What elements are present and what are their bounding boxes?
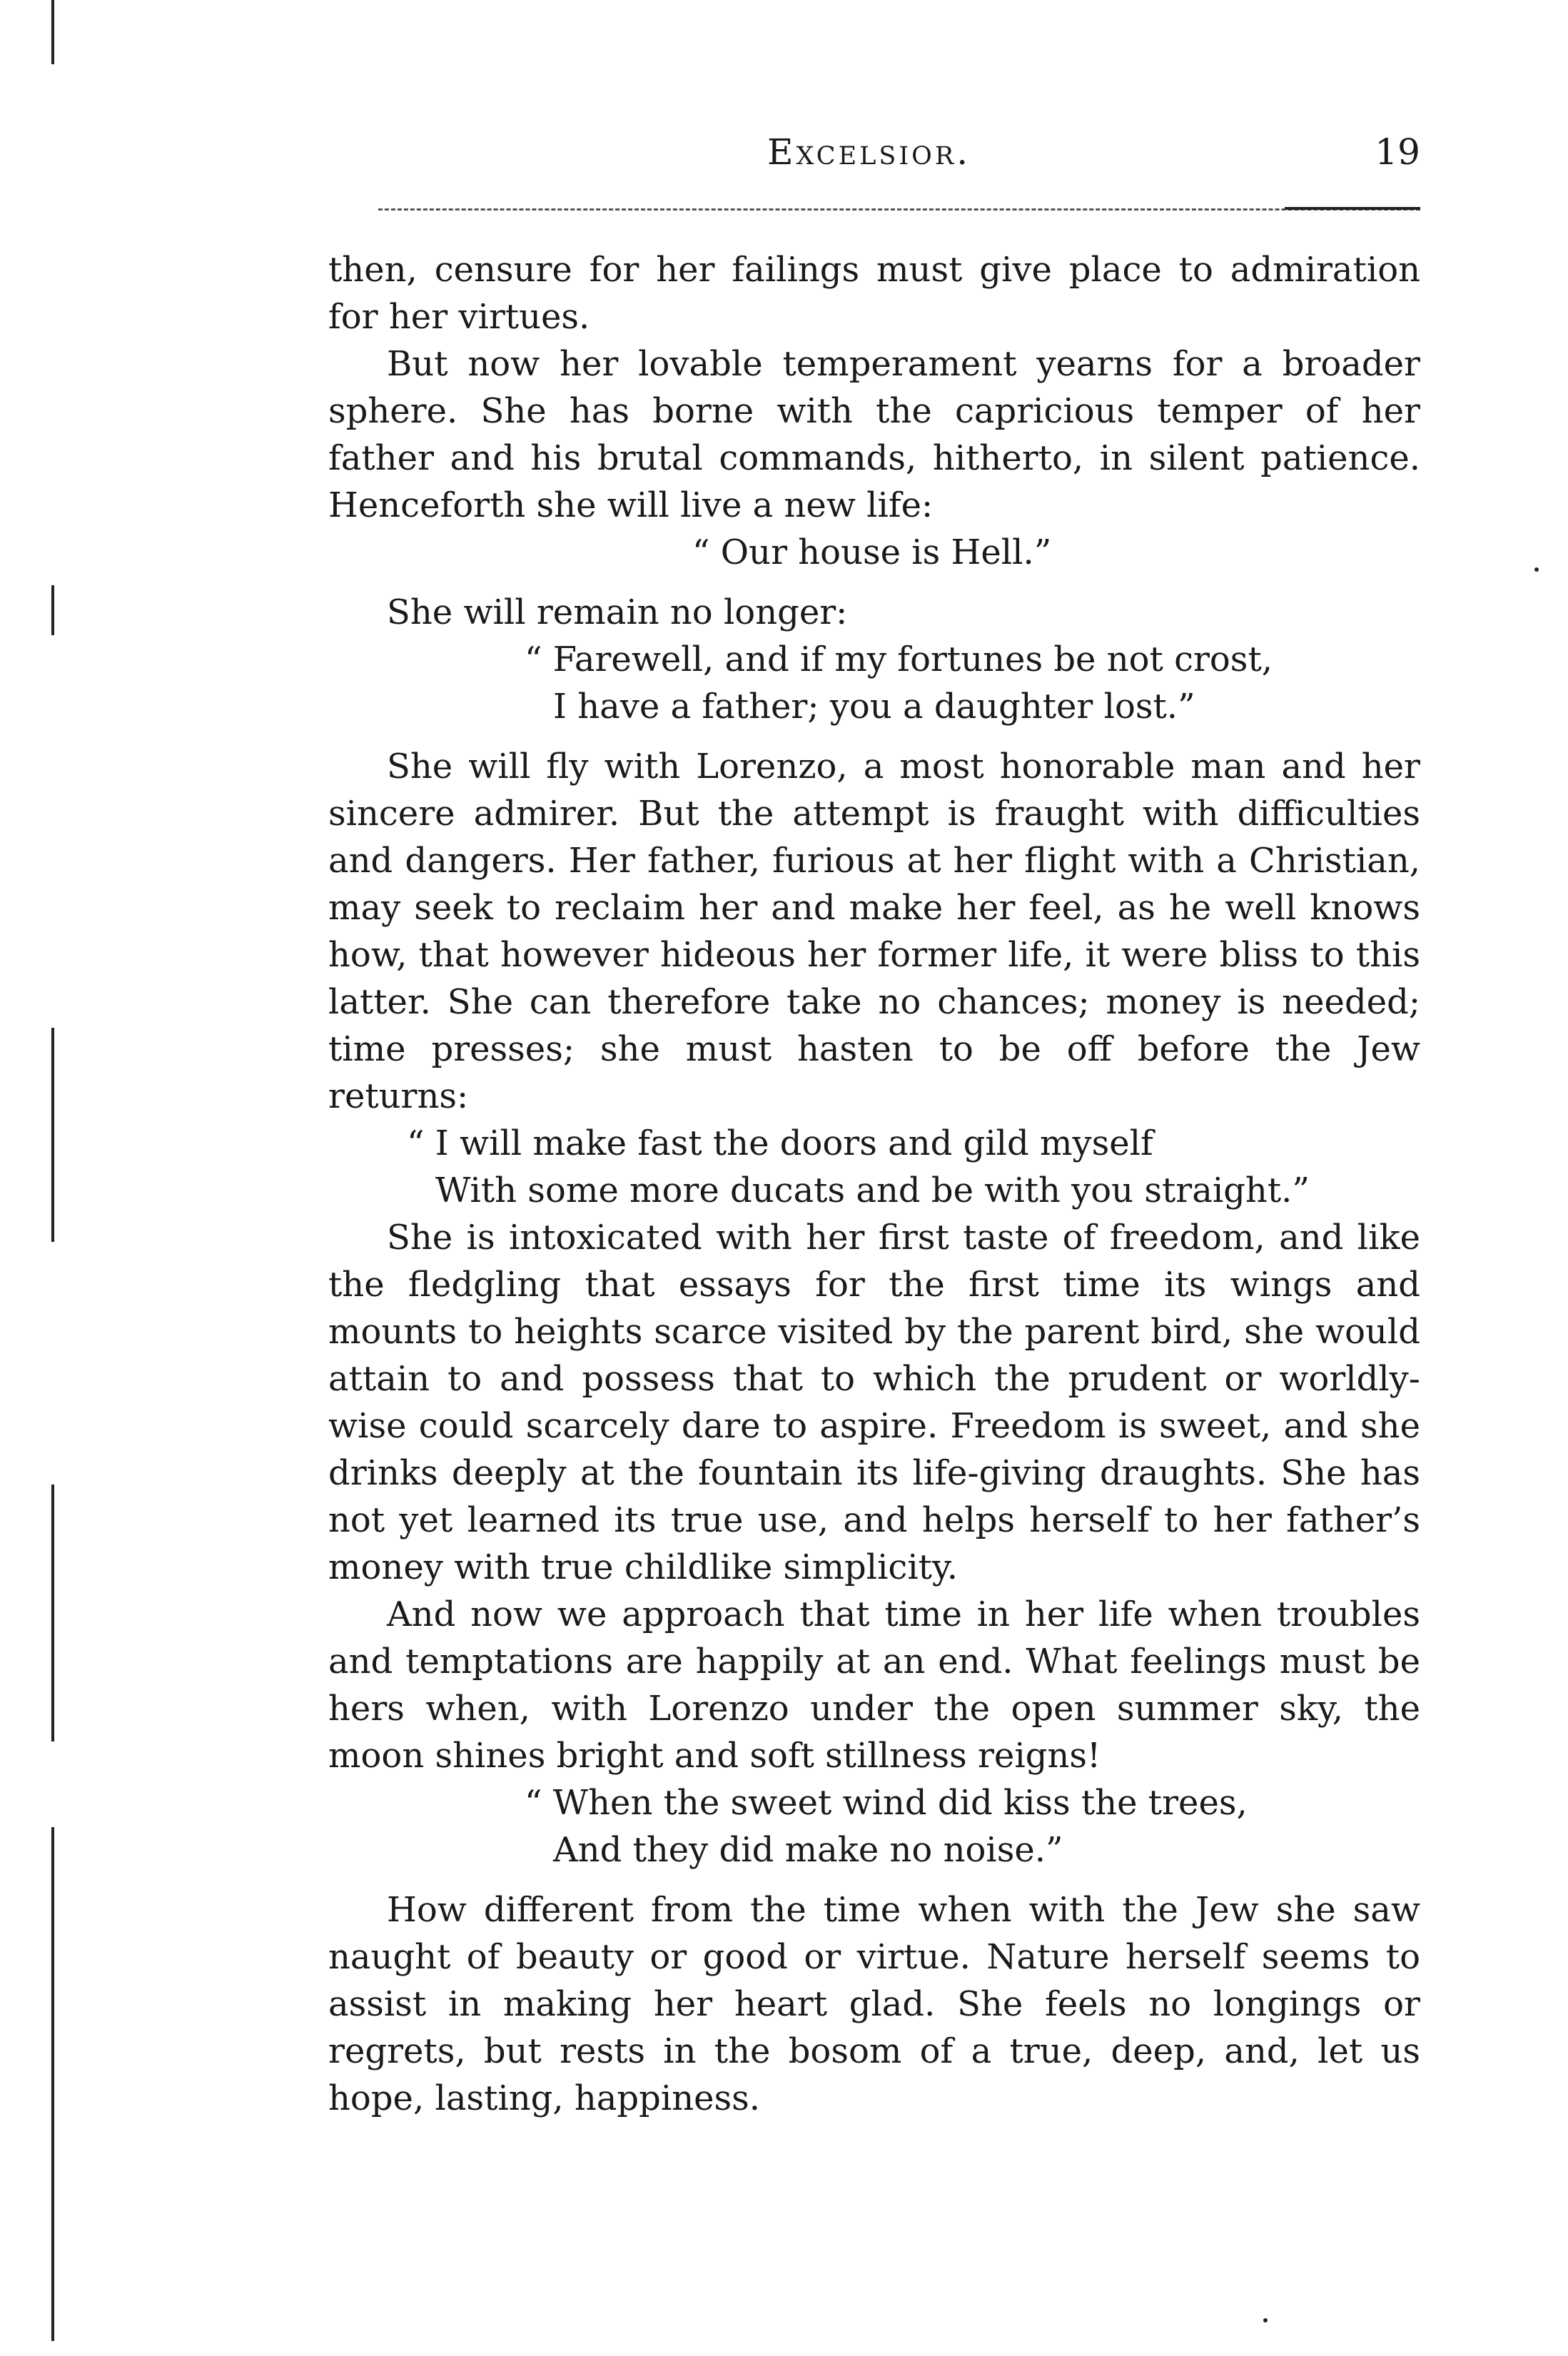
running-title: Excelsior. <box>767 131 971 173</box>
scan-edge-mark <box>51 1028 54 1242</box>
verse-line: With some more ducats and be with you straight.” <box>435 1171 1310 1210</box>
verse-quote <box>692 529 1420 576</box>
verse-line: “ Our house is Hell.” <box>692 532 1052 572</box>
verse-quote <box>525 1779 1420 1874</box>
paragraph: She will fly with Lorenzo, a most honorable man and her sincere admirer. But the attempt is fraught with difficulties and dangers. Her father, furious at her flight with a Christian, may seek to reclaim her and make her feel, as he well knows how, that however hideous her former life, it were bliss to this latter. She can therefore take no chances; money is needed; time presses; she must hasten to be off before the Jew returns: <box>328 747 1420 1116</box>
header-rule <box>1285 207 1420 210</box>
verse-line: “ When the sweet wind did kiss the trees, <box>525 1783 1248 1823</box>
verse-line: I have a father; you a daughter lost.” <box>553 687 1195 727</box>
paragraph: But now her lovable temperament yearns for a broader sphere. She has borne with the capricious temper of her father and his brutal commands, hitherto, in silent patience. Henceforth she will live a new life: <box>328 344 1420 525</box>
print-speck <box>1263 2318 1268 2322</box>
scan-edge-mark <box>51 0 54 64</box>
verse-line: “ I will make fast the doors and gild myself <box>407 1123 1153 1163</box>
verse-quote <box>407 1120 1420 1214</box>
verse-quote <box>525 636 1420 730</box>
verse-line: And they did make no noise.” <box>553 1830 1063 1870</box>
verse-line: “ Farewell, and if my fortunes be not crost, <box>525 639 1273 679</box>
scan-edge-mark <box>51 1485 54 1741</box>
paragraph: then, censure for her failings must give place to admiration for her virtues. <box>328 250 1420 337</box>
page-header <box>328 131 1420 181</box>
body-text <box>328 246 1420 2122</box>
print-speck <box>1534 567 1539 572</box>
page-number: 19 <box>1375 131 1420 173</box>
paragraph: She is intoxicated with her first taste of freedom, and like the fledgling that essays for the first time its wings and mounts to heights scarce visited by the parent bird, she would attain to and possess that to which the prudent or worldly-wise could scarcely dare to aspire. Freedom is sweet, and she drinks deeply at the fountain its life-giving draughts. She has not yet learned its true use, and helps herself to her father’s money with true childlike simplicity. <box>328 1218 1420 1587</box>
scan-edge-mark <box>51 585 54 635</box>
paragraph: She will remain no longer: <box>387 592 848 632</box>
header-rule <box>378 208 1420 211</box>
scan-edge-mark <box>51 1827 54 2341</box>
paragraph: And now we approach that time in her life when troubles and temptations are happily at an end. What feelings must be hers when, with Lorenzo under the open summer sky, the moon shines bright and soft stillness reigns! <box>328 1594 1420 1776</box>
paragraph: How different from the time when with the Jew she saw naught of beauty or good or virtue. Nature herself seems to assist in making her heart glad. She feels no longings or regrets, but rests in the bosom of a true, deep, and, let us hope, lasting, happiness. <box>328 1890 1420 2118</box>
